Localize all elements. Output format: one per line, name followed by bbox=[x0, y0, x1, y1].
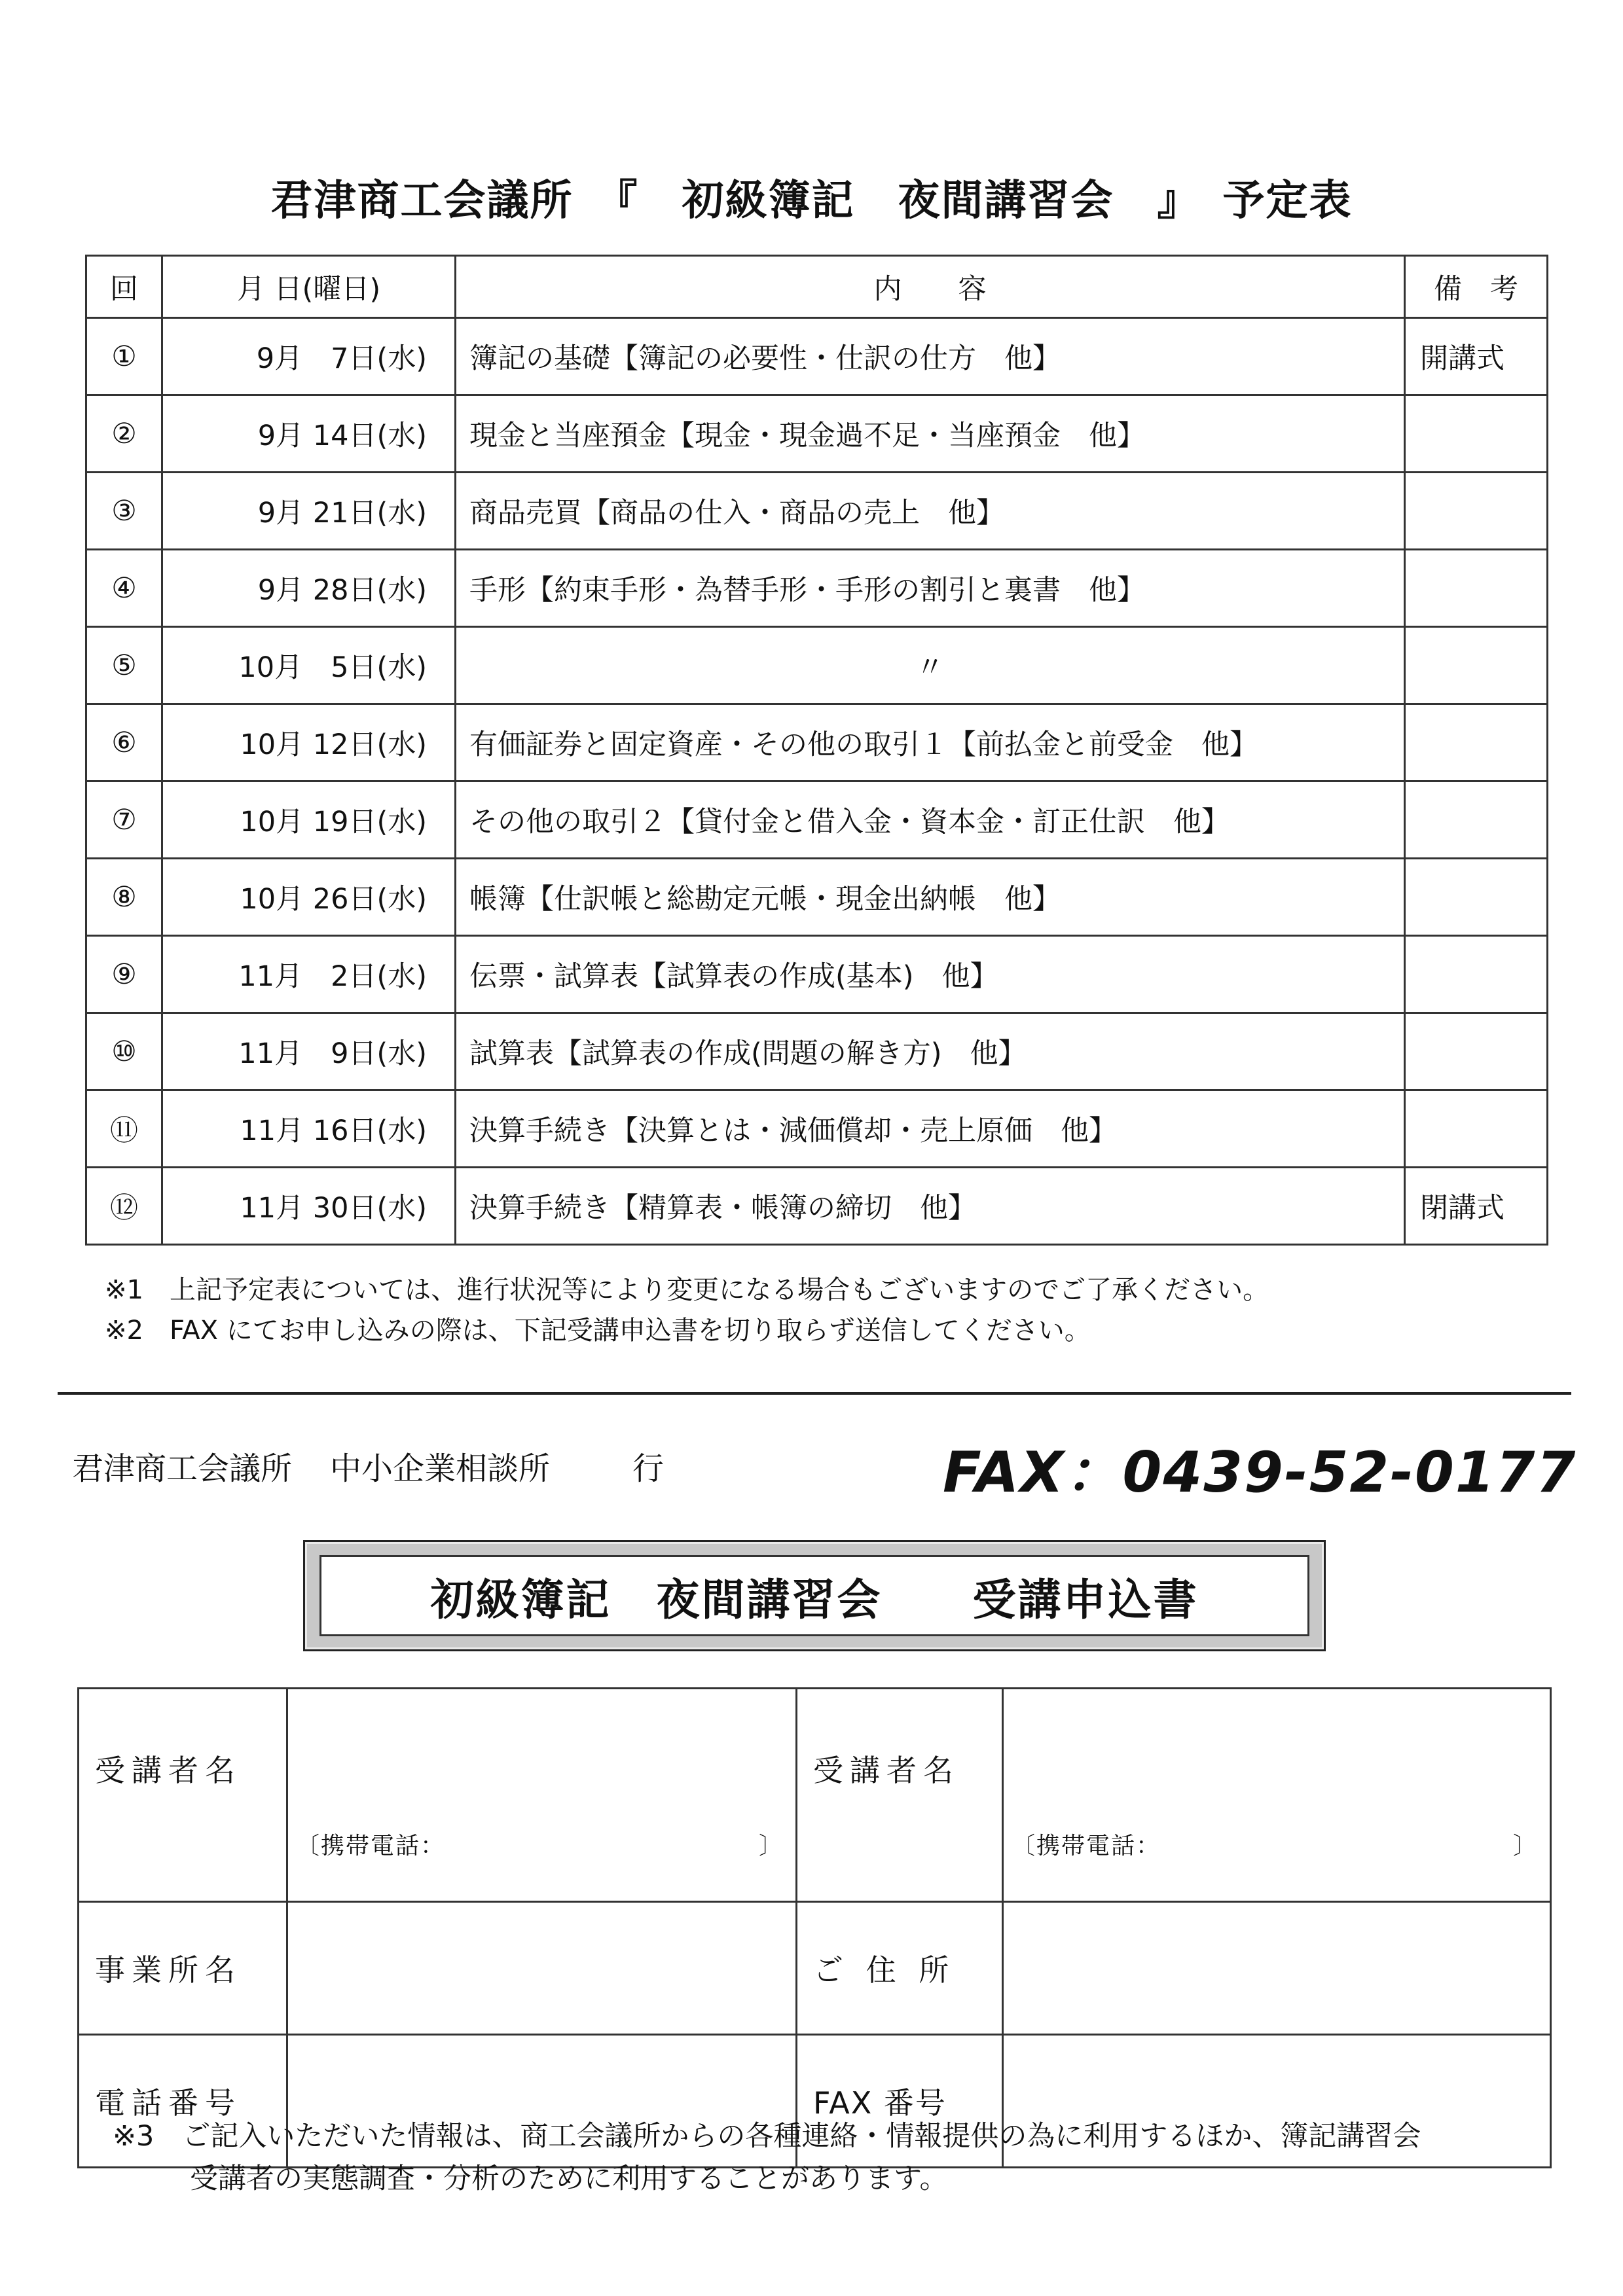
session-number: ⑦ bbox=[86, 781, 162, 859]
session-number: ⑧ bbox=[86, 859, 162, 936]
session-note: 開講式 bbox=[1405, 318, 1548, 395]
session-note bbox=[1405, 781, 1548, 859]
address-label: ご 住 所 bbox=[797, 1902, 1003, 2035]
session-number: ⑥ bbox=[86, 704, 162, 781]
session-content: 有価証券と固定資産・その他の取引１【前払金と前受金 他】 bbox=[456, 704, 1405, 781]
session-content: 現金と当座預金【現金・現金過不足・当座預金 他】 bbox=[456, 395, 1405, 473]
note-2: ※2 FAX にてお申し込みの際は、下記受講申込書を切り取らず送信してください。 bbox=[105, 1316, 1091, 1346]
fax-number: FAX：0439-52-0177 bbox=[943, 1440, 1577, 1505]
schedule-row bbox=[86, 936, 1548, 1013]
session-content: 簿記の基礎【簿記の必要性・仕訳の仕方 他】 bbox=[456, 318, 1405, 395]
phone-label: 電話番号 bbox=[79, 2035, 287, 2168]
recipient-suffix: 行 bbox=[632, 1450, 665, 1487]
header-no: 回 bbox=[86, 256, 162, 318]
schedule-row bbox=[86, 627, 1548, 704]
header-content: 内 容 bbox=[456, 256, 1405, 318]
session-content: 商品売買【商品の仕入・商品の売上 他】 bbox=[456, 473, 1405, 550]
session-content: 〃 bbox=[456, 627, 1405, 704]
session-date: 10月 12日(水) bbox=[162, 704, 456, 781]
session-number: ④ bbox=[86, 550, 162, 627]
application-form bbox=[77, 1687, 1552, 2168]
session-note: 閉講式 bbox=[1405, 1168, 1548, 1245]
session-date: 11月 30日(水) bbox=[162, 1168, 456, 1245]
schedule-header-row bbox=[86, 256, 1548, 318]
application-title: 初級簿記 夜間講習会 受講申込書 bbox=[319, 1555, 1309, 1636]
recipient-line bbox=[72, 1443, 664, 1488]
mobile-phone-field-1[interactable] bbox=[288, 1729, 795, 1861]
session-content: 決算手続き【精算表・帳簿の締切 他】 bbox=[456, 1168, 1405, 1245]
session-note bbox=[1405, 859, 1548, 936]
session-note bbox=[1405, 1013, 1548, 1090]
schedule-row bbox=[86, 859, 1548, 936]
schedule-table bbox=[85, 255, 1548, 1246]
mobile-close-1: 〕 bbox=[758, 1833, 784, 1859]
privacy-note-line1: ※3 ご記入いただいた情報は、商工会議所からの各種連絡・情報提供の為に利用するほか、簿記講習会 bbox=[113, 2120, 1421, 2153]
recipient-dept: 中小企業相談所 bbox=[330, 1450, 551, 1487]
mobile-phone-field-2[interactable] bbox=[1004, 1729, 1550, 1861]
session-content: 試算表【試算表の作成(問題の解き方) 他】 bbox=[456, 1013, 1405, 1090]
session-date: 10月 5日(水) bbox=[162, 627, 456, 704]
form-row-attendee bbox=[79, 1689, 1551, 1902]
session-date: 9月 28日(水) bbox=[162, 550, 456, 627]
session-number: ① bbox=[86, 318, 162, 395]
cut-divider bbox=[58, 1392, 1571, 1395]
session-date: 11月 9日(水) bbox=[162, 1013, 456, 1090]
session-note bbox=[1405, 627, 1548, 704]
session-content: 手形【約束手形・為替手形・手形の割引と裏書 他】 bbox=[456, 550, 1405, 627]
page-title: 君津商工会議所 『 初級簿記 夜間講習会 』 予定表 bbox=[270, 177, 1353, 225]
schedule-body bbox=[86, 318, 1548, 1245]
mobile-close-2: 〕 bbox=[1512, 1833, 1538, 1859]
header-date: 月 日(曜日) bbox=[162, 256, 456, 318]
session-number: ⑨ bbox=[86, 936, 162, 1013]
session-note bbox=[1405, 704, 1548, 781]
attendee-field-1[interactable] bbox=[287, 1689, 797, 1902]
session-date: 9月 21日(水) bbox=[162, 473, 456, 550]
session-number: ⑤ bbox=[86, 627, 162, 704]
schedule-row bbox=[86, 1168, 1548, 1245]
mobile-open-2: 〔携帯電話： bbox=[1012, 1833, 1161, 1859]
session-date: 10月 19日(水) bbox=[162, 781, 456, 859]
session-number: ② bbox=[86, 395, 162, 473]
form-row-company bbox=[79, 1902, 1551, 2035]
session-note bbox=[1405, 395, 1548, 473]
company-label: 事業所名 bbox=[79, 1902, 287, 2035]
schedule-notes bbox=[105, 1270, 1269, 1351]
session-date: 11月 16日(水) bbox=[162, 1090, 456, 1168]
schedule-row bbox=[86, 704, 1548, 781]
session-date: 10月 26日(水) bbox=[162, 859, 456, 936]
header-note: 備 考 bbox=[1405, 256, 1548, 318]
address-field[interactable] bbox=[1003, 1902, 1551, 2035]
schedule-row bbox=[86, 550, 1548, 627]
schedule-row bbox=[86, 1013, 1548, 1090]
company-field[interactable] bbox=[287, 1902, 797, 2035]
schedule-row bbox=[86, 1090, 1548, 1168]
recipient-org: 君津商工会議所 bbox=[72, 1450, 293, 1487]
session-number: ⑪ bbox=[86, 1090, 162, 1168]
mobile-open-1: 〔携帯電話： bbox=[296, 1833, 446, 1859]
attendee-label-2: 受講者名 bbox=[797, 1689, 1003, 1902]
session-date: 9月 14日(水) bbox=[162, 395, 456, 473]
fax-label: FAX 番号 bbox=[797, 2035, 1003, 2168]
note-1: ※1 上記予定表については、進行状況等により変更になる場合もございますのでご了承ください。 bbox=[105, 1275, 1269, 1305]
privacy-note-line2: 受講者の実態調査・分析のために利用することがあります。 bbox=[190, 2162, 948, 2195]
application-title-box bbox=[303, 1540, 1326, 1651]
session-content: 帳簿【仕訳帳と総勘定元帳・現金出納帳 他】 bbox=[456, 859, 1405, 936]
session-note bbox=[1405, 936, 1548, 1013]
schedule-row bbox=[86, 781, 1548, 859]
schedule-row bbox=[86, 473, 1548, 550]
session-note bbox=[1405, 1090, 1548, 1168]
attendee-label-1: 受講者名 bbox=[79, 1689, 287, 1902]
session-date: 11月 2日(水) bbox=[162, 936, 456, 1013]
session-number: ⑩ bbox=[86, 1013, 162, 1090]
session-number: ③ bbox=[86, 473, 162, 550]
session-note bbox=[1405, 473, 1548, 550]
privacy-note bbox=[113, 2115, 1421, 2200]
session-content: その他の取引２【貸付金と借入金・資本金・訂正仕訳 他】 bbox=[456, 781, 1405, 859]
session-content: 伝票・試算表【試算表の作成(基本) 他】 bbox=[456, 936, 1405, 1013]
session-date: 9月 7日(水) bbox=[162, 318, 456, 395]
schedule-row bbox=[86, 395, 1548, 473]
schedule-row bbox=[86, 318, 1548, 395]
session-number: ⑫ bbox=[86, 1168, 162, 1245]
attendee-field-2[interactable] bbox=[1003, 1689, 1551, 1902]
session-content: 決算手続き【決算とは・減価償却・売上原価 他】 bbox=[456, 1090, 1405, 1168]
session-note bbox=[1405, 550, 1548, 627]
